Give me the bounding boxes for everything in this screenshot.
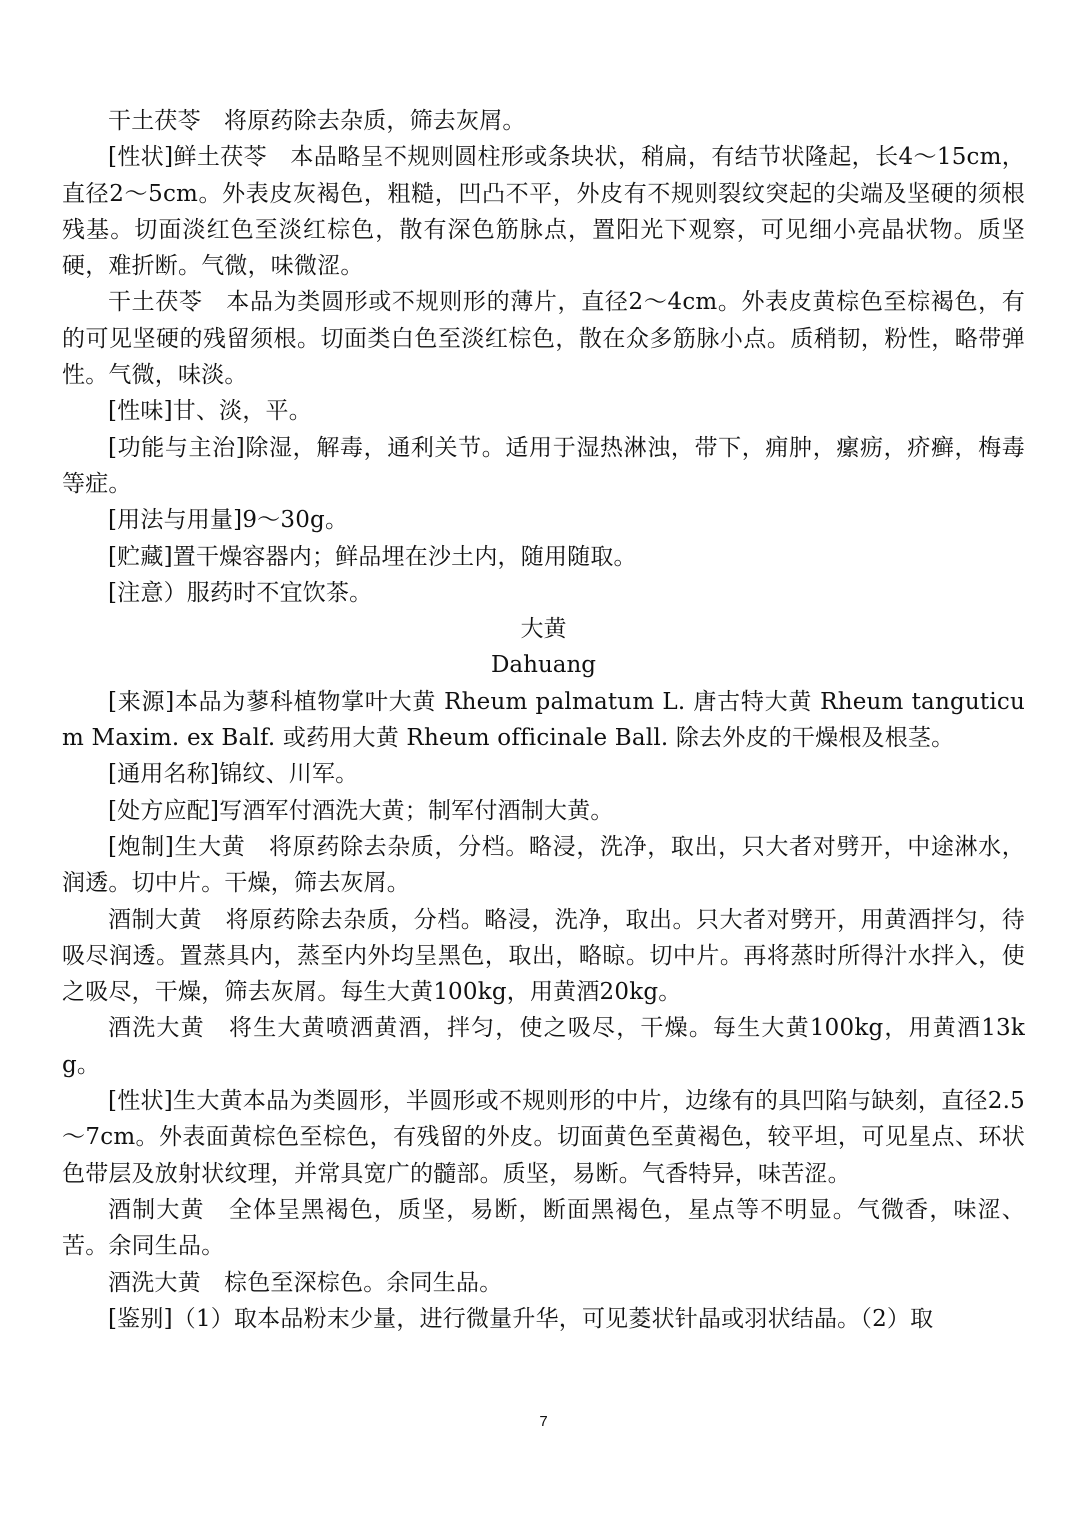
- paragraph-wine-processed-characteristics: 酒制大黄 全体呈黑褐色，质坚，易断，断面黑褐色，星点等不明显。气微香，味涩、苦。余同生品。: [62, 1196, 1025, 1260]
- paragraph-wine-processed-rhubarb: 酒制大黄 将原药除去杂质，分档。略浸，洗净，取出。只大者对劈开，用黄酒拌匀，待吸尽润透。置蒸具内，蒸至内外均呈黑色，取出，略晾。切中片。再将蒸时所得汁水拌入，使之吸尽，干燥，筛去灰屑。每生大黄100kg，用黄酒20kg。: [62, 906, 1025, 1006]
- document-page: [62, 103, 1025, 1337]
- paragraph-smilax-dosage: [用法与用量]9～30g。: [108, 507, 349, 534]
- paragraph-dry-smilax-processing: 干土茯苓 将原药除去杂质，筛去灰屑。: [108, 108, 526, 134]
- paragraph-smilax-taste: [性味]甘、淡，平。: [108, 398, 312, 425]
- paragraph-smilax-function: [功能与主治]除湿，解毒，通利关节。适用于湿热淋浊，带下，痈肿，瘰疬，疥癣，梅毒等症。: [62, 434, 1025, 497]
- paragraph-rhubarb-common-names: [通用名称]锦纹、川军。: [108, 761, 359, 788]
- page-number: 7: [539, 1413, 548, 1430]
- paragraph-wine-washed-rhubarb: 酒洗大黄 将生大黄喷洒黄酒，拌匀，使之吸尽，干燥。每生大黄100kg，用黄酒13kg。: [62, 1015, 1025, 1078]
- paragraph-rhubarb-source: [来源]本品为蓼科植物掌叶大黄 Rheum palmatum L. 唐古特大黄 Rheum tanguticum Maxim. ex Balf. 或药用大黄 Rheum officinale Ball. 除去外皮的干燥根及根茎。: [62, 688, 1025, 752]
- paragraph-rhubarb-identification: [鉴别]（1）取本品粉末少量，进行微量升华，可见菱状针晶或羽状结晶。（2）取: [108, 1305, 934, 1332]
- paragraph-dry-smilax-characteristics: 干土茯苓 本品为类圆形或不规则形的薄片，直径2～4cm。外表皮黄棕色至棕褐色，有的可见坚硬的残留须根。切面类白色至淡红棕色，散在众多筋脉小点。质稍韧，粉性，略带弹性。气微，味淡。: [62, 289, 1025, 389]
- section-subtitle: Dahuang: [490, 652, 597, 679]
- paragraph-smilax-storage: [贮藏]置干燥容器内；鲜品埋在沙土内，随用随取。: [108, 543, 637, 570]
- paragraph-rhubarb-processing: [炮制]生大黄 将原药除去杂质，分档。略浸，洗净，取出，只大者对劈开，中途淋水，润透。切中片。干燥，筛去灰屑。: [62, 833, 1025, 897]
- paragraph-smilax-characteristics: [性状]鲜土茯苓 本品略呈不规则圆柱形或条块状，稍扁，有结节状隆起，长4～15cm，直径2～5cm。外表皮灰褐色，粗糙，凹凸不平，外皮有不规则裂纹突起的尖端及坚硬的须根残基。切面淡红色至淡红棕色，散有深色筋脉点，置阳光下观察，可见细小亮晶状物。质坚硬，难折断。气微，味微涩。: [62, 144, 1025, 280]
- paragraph-smilax-caution: [注意）服药时不宜饮茶。: [108, 579, 373, 606]
- section-title: 大黄: [520, 616, 567, 643]
- paragraph-rhubarb-characteristics: [性状]生大黄本品为类圆形，半圆形或不规则形的中片，边缘有的具凹陷与缺刻，直径2.5～7cm。外表面黄棕色至棕色，有残留的外皮。切面黄色至黄褐色，较平坦，可见星点、环状色带层及放射状纹理，并常具宽广的髓部。质坚，易断。气香特异，味苦涩。: [62, 1088, 1025, 1187]
- paragraph-wine-washed-characteristics: 酒洗大黄 棕色至深棕色。余同生品。: [108, 1269, 503, 1296]
- paragraph-rhubarb-prescription: [处方应配]写酒军付酒洗大黄；制军付酒制大黄。: [108, 797, 614, 824]
